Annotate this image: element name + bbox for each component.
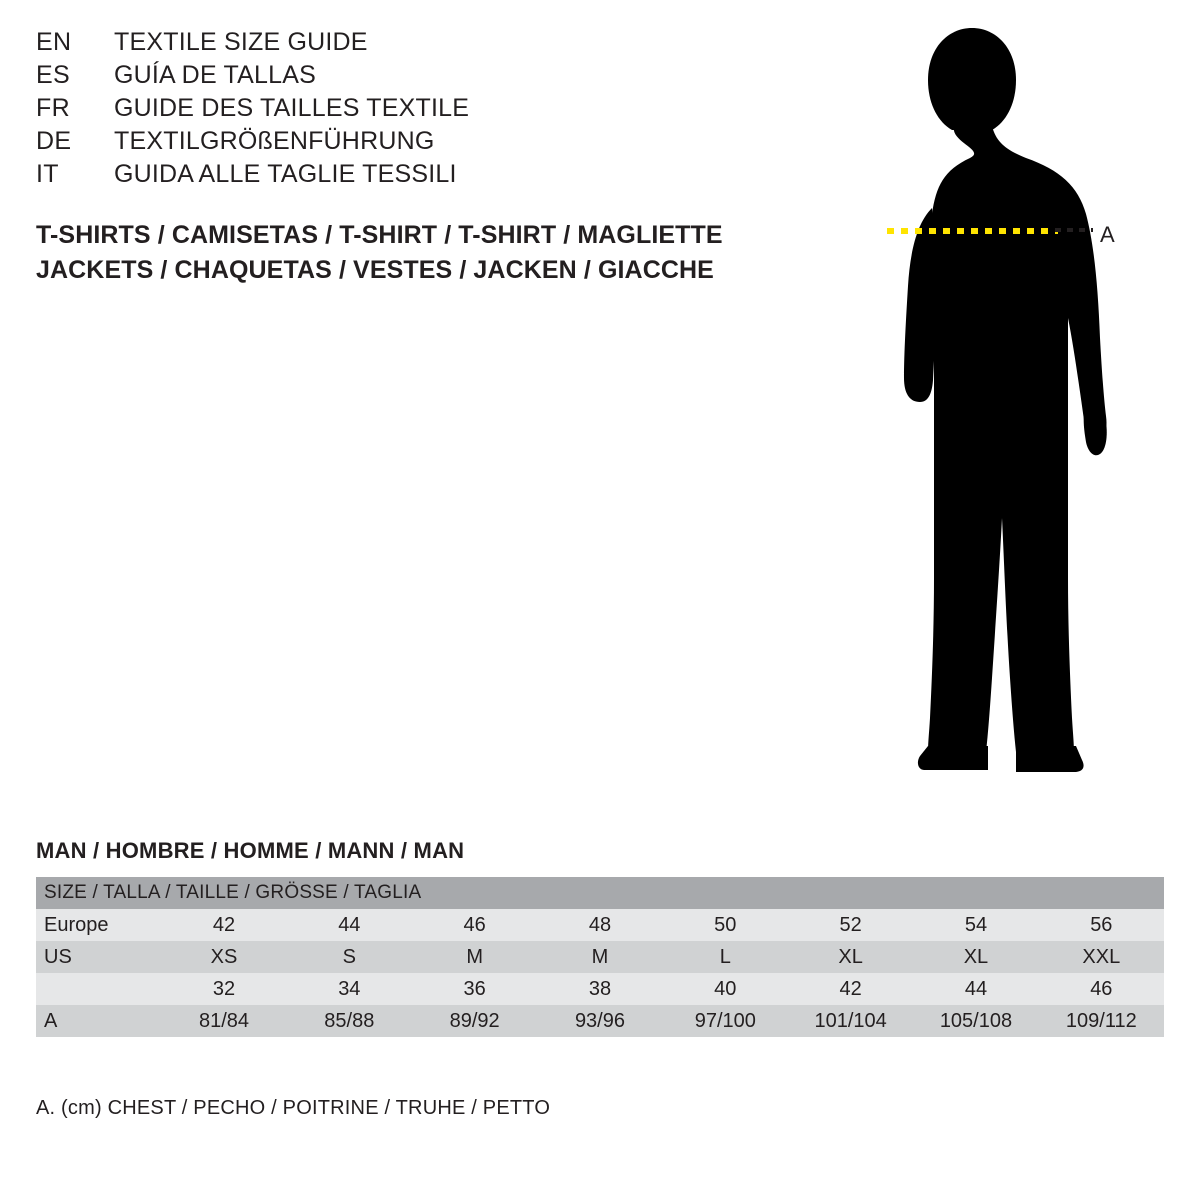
language-title: TEXTILGRÖßENFÜHRUNG (114, 127, 435, 155)
measure-label-a: A (1100, 222, 1116, 247)
table-cell: 85/88 (287, 1005, 412, 1037)
language-code: DE (36, 127, 72, 155)
language-code: ES (36, 61, 70, 89)
table-header-row (36, 877, 1164, 909)
language-header-block (36, 28, 756, 193)
table-cell: 50 (663, 909, 788, 941)
table-cell: 97/100 (663, 1005, 788, 1037)
category-block (36, 218, 796, 288)
table-cell: 93/96 (537, 1005, 662, 1037)
table-row (36, 941, 1164, 973)
table-cell: 44 (287, 909, 412, 941)
table-cell: 32 (161, 973, 286, 1005)
chest-measure-line (885, 222, 1060, 240)
size-table-section (36, 838, 1164, 1037)
table-cell: 52 (788, 909, 913, 941)
row-label: Europe (36, 909, 161, 941)
man-silhouette-icon (820, 18, 1180, 788)
language-row (36, 28, 756, 61)
table-row (36, 909, 1164, 941)
language-row (36, 61, 756, 94)
body-silhouette-figure (820, 18, 1180, 788)
table-cell: L (663, 941, 788, 973)
table-cell: 40 (663, 973, 788, 1005)
table-cell: 36 (412, 973, 537, 1005)
table-header-label: SIZE / TALLA / TAILLE / GRÖSSE / TAGLIA (36, 877, 1164, 909)
table-row (36, 973, 1164, 1005)
table-cell: XXL (1039, 941, 1164, 973)
category-line-tshirts: T-SHIRTS / CAMISETAS / T-SHIRT / T-SHIRT / MAGLIETTE (36, 221, 723, 249)
table-cell: M (412, 941, 537, 973)
table-cell: 46 (412, 909, 537, 941)
table-cell: 56 (1039, 909, 1164, 941)
language-title: TEXTILE SIZE GUIDE (114, 28, 368, 56)
table-cell: XS (161, 941, 286, 973)
table-cell: M (537, 941, 662, 973)
language-row (36, 94, 756, 127)
table-cell: 42 (788, 973, 913, 1005)
table-cell: 46 (1039, 973, 1164, 1005)
table-cell: 81/84 (161, 1005, 286, 1037)
table-cell: XL (913, 941, 1038, 973)
row-label: A (36, 1005, 161, 1037)
table-cell: 44 (913, 973, 1038, 1005)
language-code: FR (36, 94, 70, 122)
language-code: IT (36, 160, 59, 188)
language-code: EN (36, 28, 72, 56)
category-line-jackets: JACKETS / CHAQUETAS / VESTES / JACKEN / GIACCHE (36, 256, 714, 284)
language-title: GUIDE DES TAILLES TEXTILE (114, 94, 470, 122)
table-cell: 109/112 (1039, 1005, 1164, 1037)
table-cell: S (287, 941, 412, 973)
table-cell: 42 (161, 909, 286, 941)
table-cell: XL (788, 941, 913, 973)
row-label: US (36, 941, 161, 973)
language-row (36, 160, 756, 193)
table-section-title: MAN / HOMBRE / HOMME / MANN / MAN (36, 838, 465, 863)
table-cell: 38 (537, 973, 662, 1005)
table-cell: 89/92 (412, 1005, 537, 1037)
table-cell: 34 (287, 973, 412, 1005)
table-cell: 48 (537, 909, 662, 941)
language-title: GUÍA DE TALLAS (114, 61, 316, 89)
table-cell: 54 (913, 909, 1038, 941)
table-cell: 105/108 (913, 1005, 1038, 1037)
measure-leader-dashes (1055, 228, 1093, 232)
table-cell: 101/104 (788, 1005, 913, 1037)
size-table (36, 877, 1164, 1037)
language-row (36, 127, 756, 160)
row-label (36, 973, 161, 1005)
language-title: GUIDA ALLE TAGLIE TESSILI (114, 160, 457, 188)
table-footnote: A. (cm) CHEST / PECHO / POITRINE / TRUHE / PETTO (36, 1097, 551, 1119)
table-row (36, 1005, 1164, 1037)
